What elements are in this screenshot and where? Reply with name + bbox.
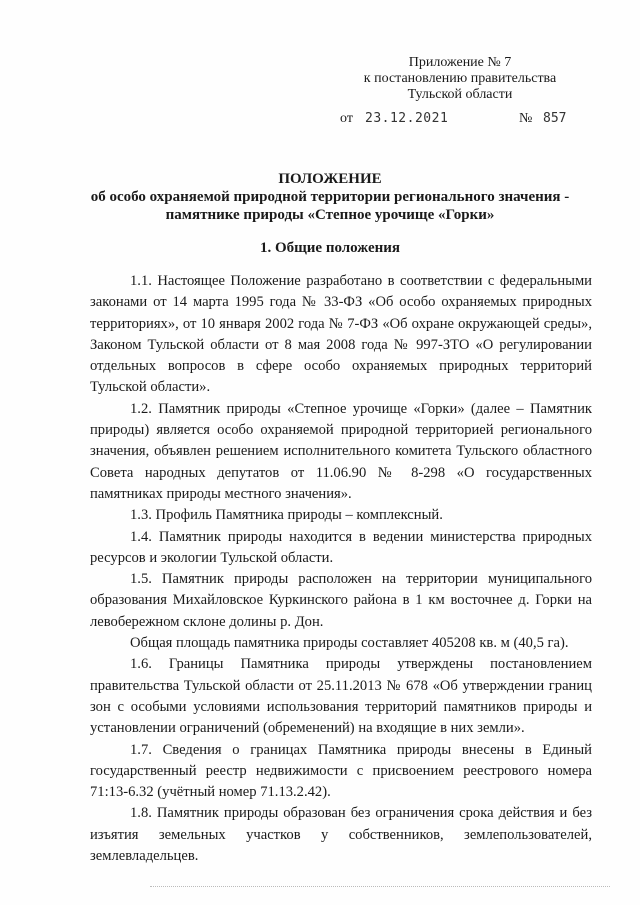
- title-line-1: ПОЛОЖЕНИЕ: [278, 171, 382, 187]
- appendix-decree-ref: к постановлению правительства: [363, 71, 557, 86]
- decree-number-label: №: [519, 111, 533, 126]
- title-line-2: об особо охраняемой природной территории регионального значения -: [90, 189, 570, 205]
- decree-from-label: от: [340, 111, 353, 126]
- appendix-number: Приложение № 7: [408, 55, 512, 70]
- paragraph-1-3: 1.3. Профиль Памятника природы – комплексный.: [130, 507, 443, 524]
- appendix-header: [330, 55, 590, 103]
- paragraph-1-8: 1.8. Памятник природы образован без ограничения срока действия и без изъятия земельных участков у собственников, землепользователей, землевладельцев.: [90, 805, 592, 865]
- decree-number: 857: [543, 111, 567, 126]
- section-heading: 1. Общие положения: [259, 240, 401, 256]
- paragraph-1-2: 1.2. Памятник природы «Степное урочище «Горки» (далее – Памятник природы) является особо охраняемой природной территорией регионального значения, объявлен решением исполнительного комитета Тульского областного Совета народных депутатов от 11.06.90 № 8-298 «О государственных памятниках природы местного значения».: [90, 400, 592, 502]
- paragraph-1-5: 1.5. Памятник природы расположен на территории муниципального образования Михайловское Куркинского района в 1 км восточнее д. Горки на левобережном склоне долины р. Дон.: [90, 571, 592, 630]
- title-line-3: памятнике природы «Степное урочище «Горки»: [165, 207, 495, 223]
- document-title: [60, 170, 600, 224]
- appendix-region: Тульской области: [407, 87, 513, 102]
- paragraph-1-1: 1.1. Настоящее Положение разработано в соответствии с федеральными законами от 14 марта 1995 года № 33-ФЗ «Об особо охраняемых природных территориях», от 10 января 2002 года № 7-ФЗ «Об охране окружающей среды», Законом Тульской области от 8 мая 2008 года № 997-ЗТО «О регулировании отдельных вопросов в сфере особо охраняемых природных территорий Тульской области».: [90, 273, 592, 396]
- paragraph-1-6: 1.6. Границы Памятника природы утверждены постановлением правительства Тульской области от 25.11.2013 № 678 «Об утверждении границ зон с особыми условиями использования территорий памятников природы и установлении ограничений (обременений) на входящие в них земли».: [90, 656, 592, 737]
- decree-date-number: [340, 111, 580, 129]
- scan-footer-line: [150, 886, 610, 891]
- decree-date: 23.12.2021: [365, 111, 449, 126]
- document-body: [90, 271, 592, 867]
- paragraph-1-4: 1.4. Памятник природы находится в ведении министерства природных ресурсов и экологии Тульской области.: [90, 528, 592, 566]
- paragraph-1-7: 1.7. Сведения о границах Памятника природы внесены в Единый государственный реестр недвижимости с присвоением реестрового номера 71:13-6.32 (учётный номер 71.13.2.42).: [90, 741, 592, 801]
- paragraph-area: Общая площадь памятника природы составляет 405208 кв. м (40,5 га).: [130, 635, 569, 652]
